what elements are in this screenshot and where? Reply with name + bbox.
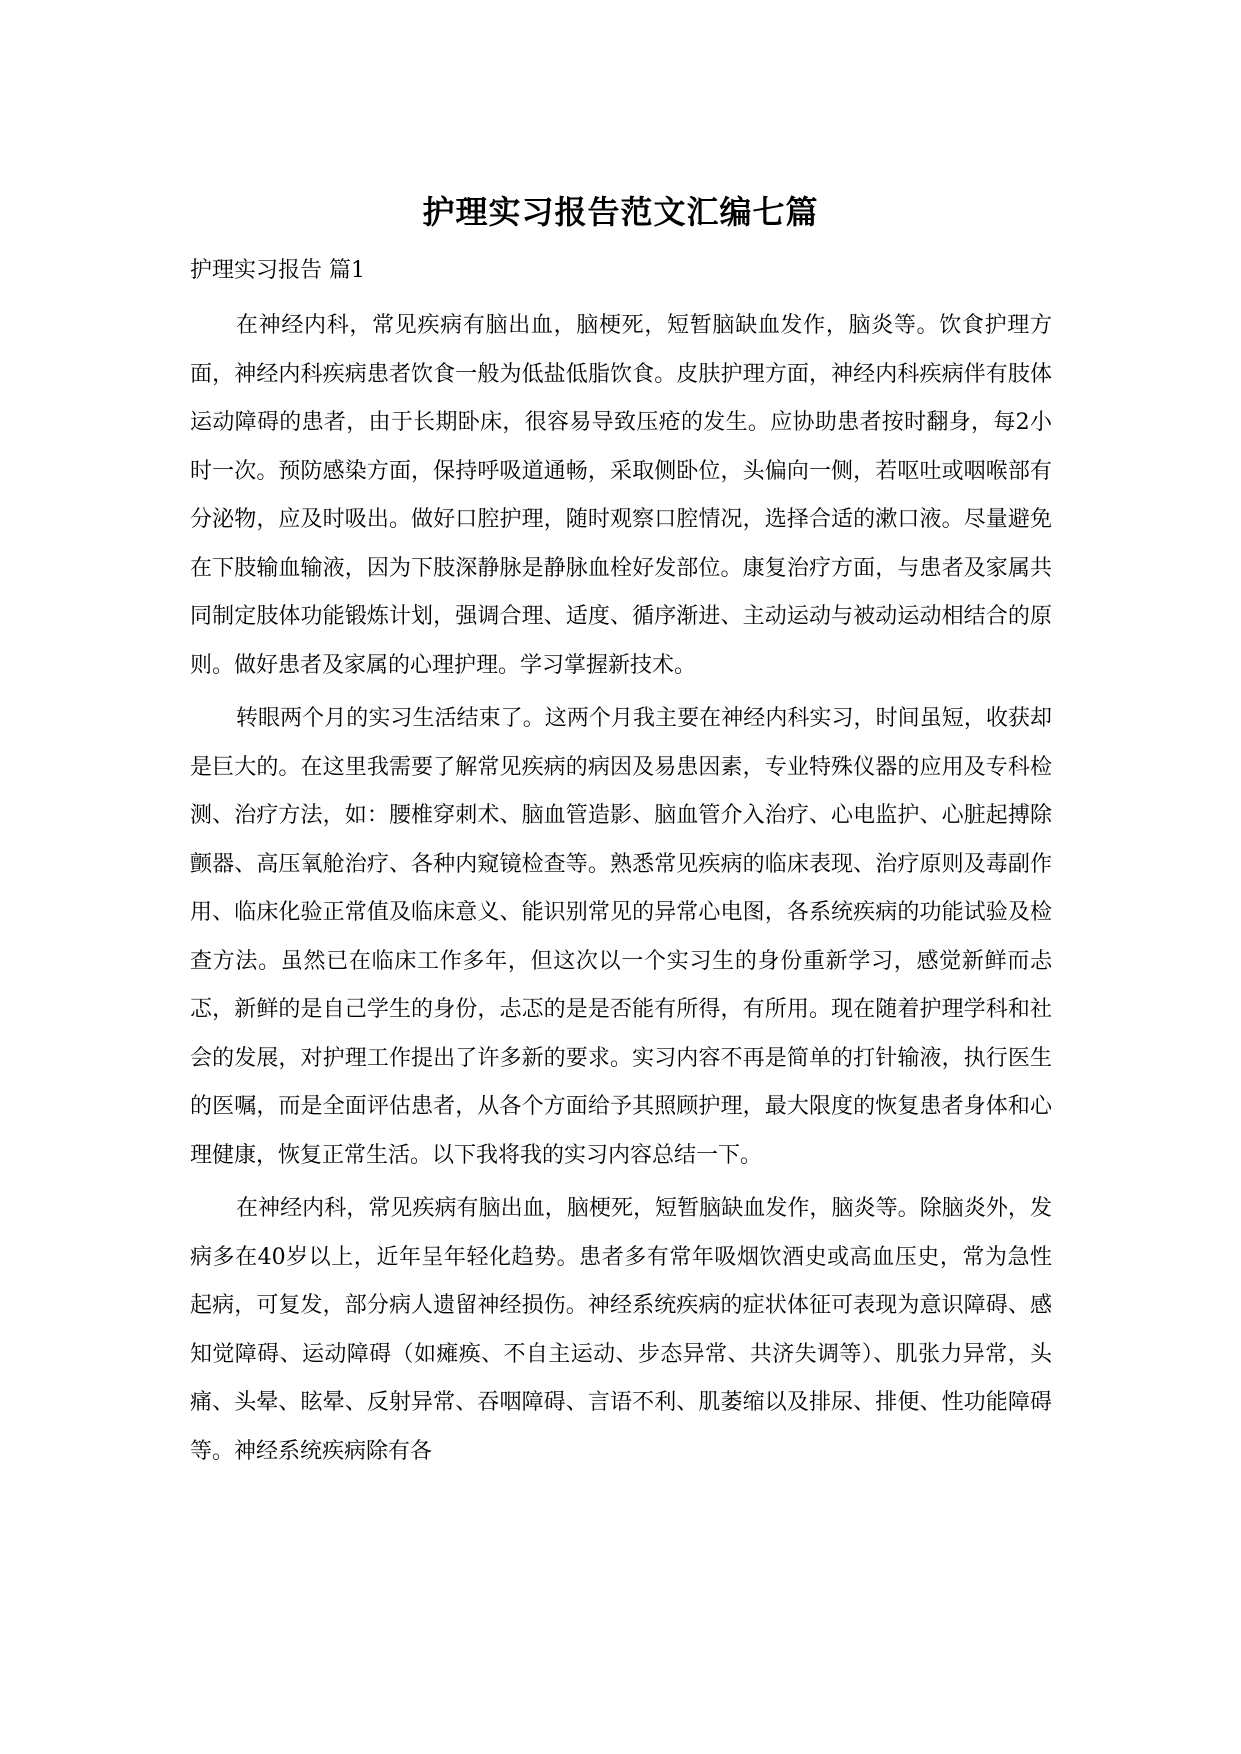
paragraph-2: 转眼两个月的实习生活结束了。这两个月我主要在神经内科实习，时间虽短，收获却是巨大的。在这里我需要了解常见疾病的病因及易患因素，专业特殊仪器的应用及专科检测、治疗方法，如：腰椎穿刺术、脑血管造影、脑血管介入治疗、心电监护、心脏起搏除颤器、高压氧舱治疗、各种内窥镜检查等。熟悉常见疾病的临床表现、治疗原则及毒副作用、临床化验正常值及临床意义、能识别常见的异常心电图，各系统疾病的功能试验及检查方法。虽然已在临床工作多年，但这次以一个实习生的身份重新学习，感觉新鲜而忐忑，新鲜的是自己学生的身份，忐忑的是是否能有所得，有所用。现在随着护理学科和社会的发展，对护理工作提出了许多新的要求。实习内容不再是简单的打针输液，执行医生的医嘱，而是全面评估患者，从各个方面给予其照顾护理，最大限度的恢复患者身体和心理健康，恢复正常生活。以下我将我的实习内容总结一下。 <box>190 706 1052 1168</box>
document-title: 护理实习报告范文汇编七篇 <box>422 193 819 231</box>
paragraph-3: 在神经内科，常见疾病有脑出血，脑梗死，短暂脑缺血发作，脑炎等。除脑炎外，发病多在40岁以上，近年呈年轻化趋势。患者多有常年吸烟饮酒史或高血压史，常为急性起病，可复发，部分病人遗留神经损伤。神经系统疾病的症状体征可表现为意识障碍、感知觉障碍、运动障碍（如瘫痪、不自主运动、步态异常、共济失调等）、肌张力异常，头痛、头晕、眩晕、反射异常、吞咽障碍、言语不利、肌萎缩以及排尿、排便、性功能障碍等。神经系统疾病除有各 <box>190 1196 1052 1464</box>
paragraph-1: 在神经内科，常见疾病有脑出血，脑梗死，短暂脑缺血发作，脑炎等。饮食护理方面，神经内科疾病患者饮食一般为低盐低脂饮食。皮肤护理方面，神经内科疾病伴有肢体运动障碍的患者，由于长期卧床，很容易导致压疮的发生。应协助患者按时翻身，每2小时一次。预防感染方面，保持呼吸道通畅，采取侧卧位，头偏向一侧，若呕吐或咽喉部有分泌物，应及时吸出。做好口腔护理，随时观察口腔情况，选择合适的漱口液。尽量避免在下肢输血输液，因为下肢深静脉是静脉血栓好发部位。康复治疗方面，与患者及家属共同制定肢体功能锻炼计划，强调合理、适度、循序渐进、主动运动与被动运动相结合的原则。做好患者及家属的心理护理。学习掌握新技术。 <box>190 313 1052 678</box>
document-body <box>190 302 1052 1481</box>
section-heading: 护理实习报告 篇1 <box>190 258 365 283</box>
